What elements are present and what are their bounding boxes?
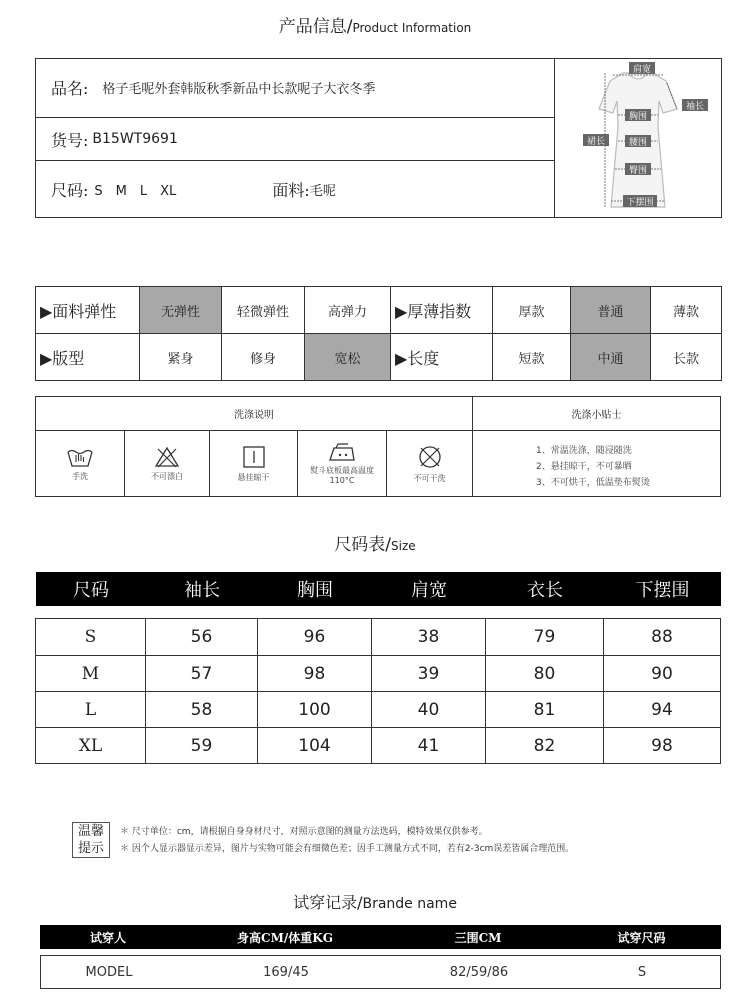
iron-caption: 熨斗底板最高温度110°C <box>310 466 374 485</box>
trial-record-title: 试穿记录/Brande name <box>293 893 457 912</box>
sku-label: 货号: <box>51 130 89 150</box>
elasticity-option-slight: 轻微弹性 <box>222 287 305 333</box>
diagram-label-shoulder: 肩宽 <box>632 65 652 75</box>
attribute-table <box>35 286 722 381</box>
table-cell: 81 <box>533 699 556 720</box>
washing-col-divider <box>472 397 473 496</box>
table-cell: MODEL <box>85 964 133 980</box>
diagram-label-sleeve: 袖长 <box>685 102 705 112</box>
table-cell: 58 <box>190 699 213 720</box>
table-cell: 82 <box>533 735 556 756</box>
diagram-label-chest: 胸围 <box>628 112 648 122</box>
table-cell: 96 <box>303 627 326 647</box>
table-cell: M <box>81 663 100 684</box>
diagram-label-hip: 臀围 <box>628 166 648 176</box>
dress-measurement-diagram <box>555 59 721 217</box>
product-name-row <box>35 58 554 118</box>
washing-header: 洗涤说明 <box>234 410 274 421</box>
wash-cell-dry <box>210 431 297 497</box>
diagram-label-waist: 腰围 <box>628 138 648 148</box>
table-cell: 98 <box>303 663 326 684</box>
thickness-option-thick: 厚款 <box>493 287 571 333</box>
washing-tip: 3、不可烘干，低温垫布熨烫 <box>536 478 650 488</box>
product-info-fields <box>35 58 554 218</box>
washing-tips-list <box>536 443 650 491</box>
length-col-header: 衣长 <box>527 580 563 601</box>
warm-tips-badge <box>72 822 110 858</box>
table-cell: 38 <box>417 627 440 647</box>
product-info-title: 产品信息/Product Information <box>278 17 472 37</box>
size-value: S M L XL <box>94 184 177 199</box>
table-cell: 79 <box>533 627 556 647</box>
fit-header: ▶版型 <box>36 334 140 380</box>
product-name-label: 品名: <box>51 79 89 98</box>
thickness-header: ▶厚薄指数 <box>391 287 493 333</box>
table-cell: XL <box>78 735 103 756</box>
no-dry-clean-icon <box>417 444 443 470</box>
length-option-mid: 中通 <box>571 334 651 380</box>
fabric-value: 毛呢 <box>309 184 336 199</box>
hand-wash-icon <box>66 446 94 468</box>
no-bleach-icon <box>154 446 180 468</box>
fabric-label: 面料: <box>272 181 310 200</box>
wash-cell-bleach <box>125 431 209 497</box>
elasticity-header: ▶面料弹性 <box>36 287 140 333</box>
table-cell: 98 <box>651 735 673 756</box>
warm-tips-badge-line: 提示 <box>77 841 104 856</box>
table-cell: 169/45 <box>263 964 309 980</box>
table-cell: 88 <box>651 627 673 647</box>
length-option-long: 长款 <box>672 351 699 367</box>
washing-instructions <box>35 396 721 497</box>
hang-dry-icon <box>242 445 266 469</box>
no-dry-clean-caption: 不可干洗 <box>413 474 446 484</box>
fit-option-loose: 宽松 <box>305 334 391 380</box>
hang-dry-caption: 悬挂晾干 <box>237 473 270 483</box>
table-cell: 94 <box>651 699 673 720</box>
table-cell: 56 <box>190 627 213 647</box>
table-cell: 90 <box>651 663 673 684</box>
chest-col-header: 胸围 <box>297 580 333 601</box>
table-cell: 57 <box>190 663 213 684</box>
fit-option-tight: 紧身 <box>140 334 222 380</box>
table-cell: 40 <box>417 699 440 720</box>
thickness-option-thin: 薄款 <box>672 304 699 320</box>
size-unit-note: ＊ 尺寸单位：cm，请根据自身身材尺寸，对照示意图的测量方法选码，模特效果仅供参考。 <box>120 827 488 837</box>
size-table-header <box>36 572 721 606</box>
thickness-option-normal: 普通 <box>571 287 651 333</box>
table-cell: S <box>637 964 647 980</box>
washing-tip: 2、悬挂晾干，不可暴晒 <box>536 462 632 472</box>
size-chart-title: 尺码表/Size <box>334 535 416 555</box>
table-cell: 41 <box>417 735 440 756</box>
table-cell: 59 <box>190 735 213 756</box>
table-cell: S <box>84 627 97 647</box>
washing-tips-header: 洗涤小贴士 <box>571 410 622 421</box>
iron-icon <box>326 442 358 462</box>
height-weight-col-header: 身高CM/体重KG <box>237 930 333 945</box>
trial-size-col-header: 试穿尺码 <box>617 930 666 945</box>
size-fabric-row <box>35 161 554 218</box>
elasticity-option-none: 无弹性 <box>140 287 222 333</box>
tester-col-header: 试穿人 <box>89 930 126 945</box>
elasticity-option-high: 高弹力 <box>305 287 391 333</box>
table-cell: L <box>84 699 97 720</box>
wash-cell-iron <box>298 431 386 497</box>
table-cell: 104 <box>298 735 331 756</box>
fit-option-slim: 修身 <box>222 334 305 380</box>
warm-tips-badge-line: 温馨 <box>77 824 104 839</box>
trial-table-header <box>40 925 721 949</box>
size-label: 尺码: <box>51 181 89 200</box>
hem-col-header: 下摆围 <box>635 580 690 601</box>
product-name-value: 格子毛呢外套韩版秋季新品中长款呢子大衣冬季 <box>102 82 376 97</box>
color-difference-note: ＊ 因个人显示器显示差异，图片与实物可能会有细微色差；因手工测量方式不同，若有2-3cm误差皆属合理范围。 <box>120 844 575 854</box>
table-cell: 100 <box>298 699 331 720</box>
size-col-header: 尺码 <box>73 580 109 601</box>
hand-wash-caption: 手洗 <box>72 472 88 482</box>
sku-value: B15WT9691 <box>92 131 178 147</box>
measurements-col-header: 三围CM <box>454 930 502 945</box>
wash-cell-dryclean <box>387 431 472 497</box>
dress-diagram-icon <box>555 59 721 217</box>
length-header: ▶长度 <box>391 334 493 380</box>
size-table <box>35 618 721 764</box>
sku-row <box>35 118 554 161</box>
length-option-short: 短款 <box>493 334 571 380</box>
trial-table-row <box>40 955 721 989</box>
table-cell: 80 <box>533 663 556 684</box>
no-bleach-caption: 不可漂白 <box>151 472 183 482</box>
sleeve-col-header: 袖长 <box>184 580 220 601</box>
table-cell: 82/59/86 <box>449 964 509 980</box>
wash-cell-hand <box>36 431 124 497</box>
table-cell: 39 <box>417 663 440 684</box>
diagram-label-length: 裙长 <box>586 137 606 147</box>
diagram-label-hem: 下摆围 <box>626 198 654 208</box>
washing-tip: 1、常温洗涤，随浸随洗 <box>536 446 632 456</box>
shoulder-col-header: 肩宽 <box>411 580 447 601</box>
